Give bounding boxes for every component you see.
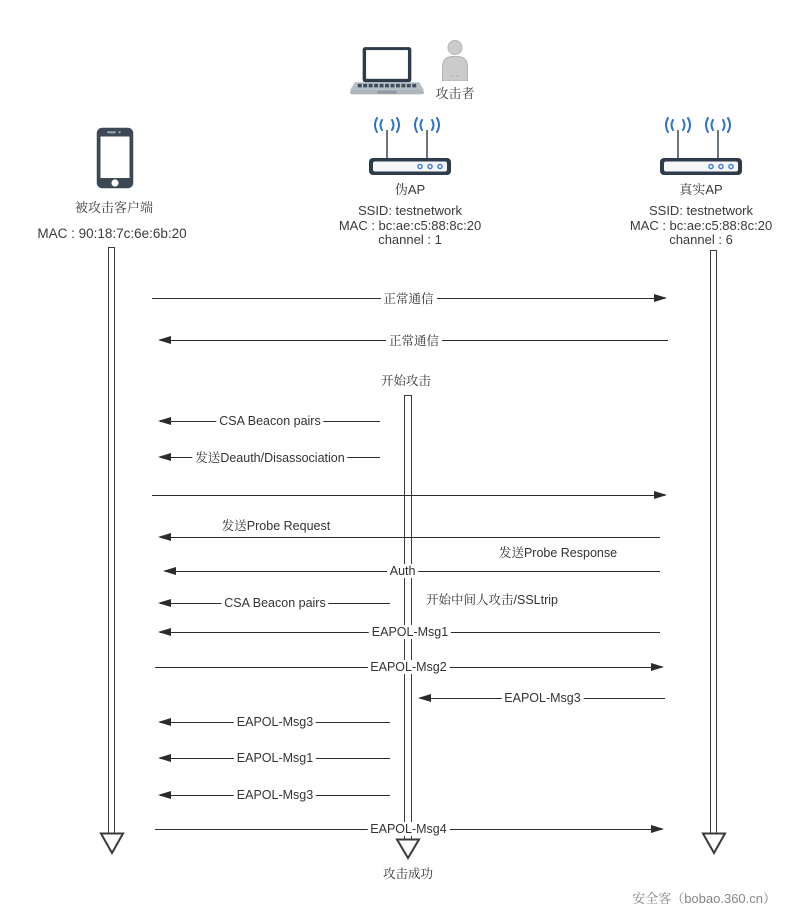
message-label: EAPOL-Msg3 <box>234 715 316 729</box>
client-lifeline-arrow-icon <box>99 832 125 855</box>
watermark: 安全客（bobao.360.cn） <box>632 891 776 906</box>
real-ap-lifeline <box>710 250 717 834</box>
person-icon <box>440 40 470 81</box>
attack-success-label: 攻击成功 <box>382 867 434 881</box>
message-arrow <box>165 564 660 579</box>
fake-ap-activation-bar <box>404 395 412 840</box>
message-arrow <box>155 660 662 675</box>
smartphone-icon <box>96 127 134 189</box>
real-ap-info <box>630 204 772 248</box>
message-arrow <box>160 625 660 640</box>
message-arrow <box>152 495 665 496</box>
message-arrow <box>152 292 665 307</box>
message-label: EAPOL-Msg1 <box>234 751 316 765</box>
real-ap-lifeline-arrow-icon <box>701 832 727 855</box>
mitm-label: 开始中间人攻击/SSLtrip <box>426 593 558 607</box>
fake-ap-info <box>339 204 481 248</box>
real-ap-router-icon <box>659 116 743 176</box>
message-label: EAPOL-Msg4 <box>367 822 449 836</box>
laptop-icon <box>350 47 424 96</box>
client-lifeline <box>108 247 115 834</box>
attacker-label: 攻击者 <box>435 86 475 101</box>
message-label: EAPOL-Msg1 <box>369 625 451 639</box>
message-arrow <box>160 715 390 730</box>
real-ap-ssid: SSID: testnetwork <box>648 203 754 218</box>
fake-ap-ssid: SSID: testnetwork <box>357 203 463 218</box>
message-label: CSA Beacon pairs <box>221 596 328 610</box>
message-arrow <box>160 596 390 611</box>
fake-ap-router-icon <box>368 116 452 176</box>
real-ap-mac: MAC : bc:ae:c5:88:8c:20 <box>629 217 773 233</box>
fake-ap-mac: MAC : bc:ae:c5:88:8c:20 <box>338 217 482 233</box>
message-label: CSA Beacon pairs <box>216 414 323 428</box>
message-arrow <box>420 691 665 706</box>
message-label: 发送Deauth/Disassociation <box>192 448 347 466</box>
message-arrow <box>160 537 660 538</box>
message-label: EAPOL-Msg3 <box>501 691 583 705</box>
fake-ap-channel: channel : 1 <box>378 232 442 247</box>
message-arrow <box>160 788 390 803</box>
message-label: EAPOL-Msg2 <box>367 660 449 674</box>
message-label: EAPOL-Msg3 <box>234 788 316 802</box>
real-ap-label: 真实AP <box>679 182 723 197</box>
start-attack-label: 开始攻击 <box>380 374 432 388</box>
real-ap-channel: channel : 6 <box>669 232 733 247</box>
probe-request-label: 发送Probe Request <box>221 519 331 533</box>
client-mac: MAC : 90:18:7c:6e:6b:20 <box>37 226 187 241</box>
message-arrow <box>160 414 380 429</box>
message-label: 正常通信 <box>386 331 442 349</box>
message-arrow <box>160 334 668 349</box>
fake-ap-lifeline-arrow-icon <box>395 838 421 860</box>
message-label: 正常通信 <box>380 289 436 307</box>
message-arrow <box>160 751 390 766</box>
message-arrow <box>160 451 380 466</box>
fake-ap-label: 伪AP <box>394 182 426 197</box>
message-arrow <box>155 822 662 837</box>
probe-response-label: 发送Probe Response <box>498 546 618 560</box>
message-label: Auth <box>387 564 419 578</box>
client-label: 被攻击客户端 <box>74 200 154 215</box>
